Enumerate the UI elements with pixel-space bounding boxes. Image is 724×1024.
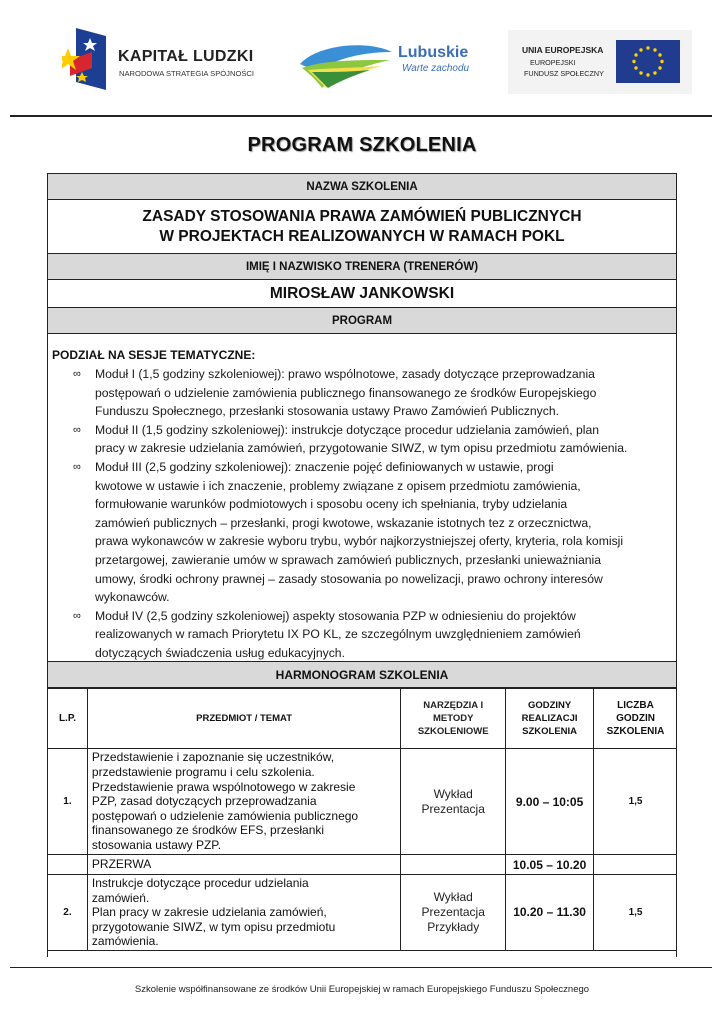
- cell-count: [594, 855, 677, 875]
- module-line: umowy, środki ochrony prawnej – zasady stosowania po nowelizacji, prawo ochrony interesów: [95, 571, 603, 586]
- cell-lp: 2.: [48, 875, 88, 951]
- training-name-line-1: ZASADY STOSOWANIA PRAWA ZAMÓWIEŃ PUBLICZNYCH: [142, 208, 582, 225]
- footer-divider: [10, 967, 712, 968]
- module-line: Moduł II (1,5 godziny szkoleniowej): instrukcje dotyczące procedur udzielania zamówień, plan: [95, 422, 600, 437]
- nazwa-label: NAZWA SZKOLENIA: [48, 174, 676, 200]
- table-row: [48, 749, 678, 855]
- kapital-ludzki-title: KAPITAŁ LUDZKI: [118, 48, 254, 65]
- bullet-icon: ∞: [73, 368, 81, 380]
- bullet-icon: ∞: [73, 609, 81, 622]
- kapital-ludzki-emblem-icon: [62, 28, 106, 90]
- module-line: kwotowe w ustawie i ich znaczenie, problemy związane z opisem przedmiotu zamówienia,: [95, 478, 581, 493]
- header-subject: PRZEDMIOT / TEMAT: [87, 689, 400, 749]
- table-row: [48, 855, 678, 875]
- module-item: [73, 607, 673, 663]
- lubuskie-wave-icon: [298, 38, 394, 90]
- module-line: postępowań o udzielenie zamówienia publicznego finansowanego ze środków Europejskiego: [95, 385, 597, 400]
- module-line: przetargowej, zawieranie umów w sprawach zamówień publicznych, przesłanki unieważniania: [95, 552, 602, 567]
- bullet-icon: ∞: [73, 460, 81, 473]
- program-body: [48, 334, 676, 662]
- cell-lp: 1.: [48, 749, 88, 855]
- cell-hours: 10.05 – 10.20: [506, 855, 594, 875]
- eu-logo: [508, 30, 692, 94]
- module-line: realizowanych w ramach Priorytetu IX PO KL, ze szczególnym uwzględnieniem zamówień: [95, 627, 581, 642]
- lubuskie-slogan: Warte zachodu: [402, 63, 470, 74]
- kapital-ludzki-subtitle: NARODOWA STRATEGIA SPÓJNOŚCI: [119, 69, 255, 78]
- footer-text: Szkolenie współfinansowane ze środków Unii Europejskiej w ramach Europejskiego Funduszu Społecznego: [134, 984, 590, 995]
- module-line: dotyczących świadczenia usług edukacyjnych.: [95, 645, 345, 660]
- kapital-ludzki-logo: [62, 28, 272, 92]
- training-name: [48, 200, 676, 254]
- cell-tools: Wykład Prezentacja Przykłady: [401, 875, 506, 951]
- module-line: Moduł I (1,5 godziny szkoleniowej): prawo wspólnotowe, zasady dotyczące przeprowadzania: [95, 367, 595, 381]
- eu-line-2: EUROPEJSKI: [530, 58, 576, 67]
- cell-lp: [48, 855, 88, 875]
- cell-subject: PRZERWA: [87, 855, 400, 875]
- training-name-line-2: W PROJEKTACH REALIZOWANYCH W RAMACH POKL: [159, 228, 565, 245]
- module-item: [73, 365, 673, 421]
- module-line: formułowanie warunków podmiotowych i sposobu oceny ich spełniania, tryby udzielania: [95, 497, 568, 512]
- lubuskie-logo: [298, 38, 478, 90]
- cell-tools: [401, 855, 506, 875]
- module-item: [73, 458, 673, 607]
- module-line: wykonawców.: [95, 590, 170, 605]
- lubuskie-name: Lubuskie: [398, 44, 469, 61]
- program-label: PROGRAM: [48, 308, 676, 334]
- module-item: [73, 421, 673, 458]
- trainer-name: MIROSŁAW JANKOWSKI: [48, 280, 676, 308]
- module-line: prawa wykonawców w zakresie wyboru trybu, wybór najkorzystniejszej oferty, kryteria, rola komisji: [95, 534, 624, 549]
- module-list: [73, 365, 673, 663]
- cell-subject: Przedstawienie i zapoznanie się uczestników, przedstawienie programu i celu szkolenia. Przedstawienie prawa wspólnotowego w zakresie PZP, zasad dotyczących przeprowadzania postępowań o udzielenie zamówienia publicznego finansowanego ze środków EFS, przesłanki stosowania ustawy PZP.: [87, 749, 400, 855]
- page-title: PROGRAM SZKOLENIA: [247, 134, 477, 156]
- module-line: pracy w zakresie udzielania zamówień, przygotowanie SIWZ, w tym opisu przedmiotu zamówienia.: [95, 441, 628, 456]
- header-count: LICZBA GODZIN SZKOLENIA: [594, 689, 677, 749]
- header-logos: [0, 0, 724, 110]
- module-line: Moduł IV (2,5 godziny szkoleniowej) aspekty stosowania PZP w odniesieniu do projektów: [95, 608, 576, 623]
- schedule-table: [47, 688, 677, 951]
- table-header-row: [48, 689, 678, 749]
- module-line: Moduł III (2,5 godziny szkoleniowej): znaczenie pojęć definiowanych w ustawie, progi: [95, 459, 554, 474]
- bullet-icon: ∞: [73, 423, 81, 436]
- cell-hours: 9.00 – 10:05: [506, 749, 594, 855]
- program-box: [47, 173, 677, 957]
- header-lp: L.P.: [48, 689, 88, 749]
- sessions-heading: PODZIAŁ NA SESJE TEMATYCZNE:: [52, 348, 256, 362]
- module-line: zamówień publicznych – przesłanki, progi kwotowe, wskazanie istotnych tez z orzecznictwa,: [95, 515, 592, 530]
- cell-tools: Wykład Prezentacja: [401, 749, 506, 855]
- eu-line-3: FUNDUSZ SPOŁECZNY: [524, 69, 604, 78]
- cell-count: 1,5: [594, 749, 677, 855]
- header-hours: GODZINY REALIZACJI SZKOLENIA: [506, 689, 594, 749]
- harmonogram-label: HARMONOGRAM SZKOLENIA: [48, 662, 676, 688]
- header-divider: [10, 115, 712, 117]
- cell-count: 1,5: [594, 875, 677, 951]
- module-line: Funduszu Społecznego, przesłanki stosowania ustawy Prawo Zamówień Publicznych.: [95, 404, 560, 419]
- trainer-label: IMIĘ I NAZWISKO TRENERA (TRENERÓW): [48, 254, 676, 280]
- cell-subject: Instrukcje dotyczące procedur udzielania zamówień. Plan pracy w zakresie udzielania zamówień, przygotowanie SIWZ, w tym opisu przedmiotu zamówienia.: [87, 875, 400, 951]
- eu-line-1: UNIA EUROPEJSKA: [522, 45, 604, 55]
- eu-flag-icon: [616, 40, 680, 83]
- cell-hours: 10.20 – 11.30: [506, 875, 594, 951]
- table-row: [48, 875, 678, 951]
- header-tools: NARZĘDZIA I METODY SZKOLENIOWE: [401, 689, 506, 749]
